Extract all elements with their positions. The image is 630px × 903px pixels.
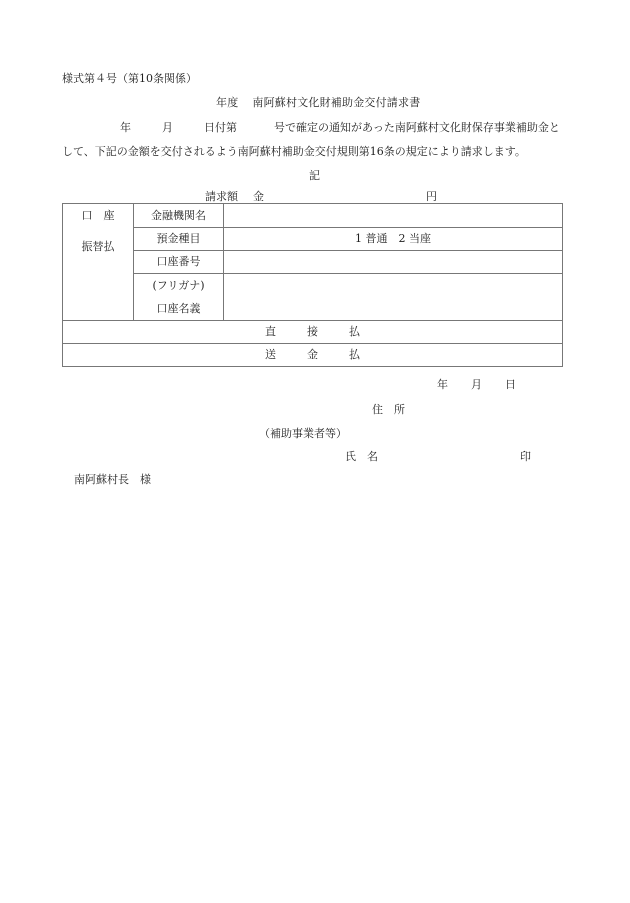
bank-name-field[interactable]: [224, 204, 563, 228]
applicant-label: （補助事業者等）: [259, 427, 347, 440]
account-number-field[interactable]: [224, 250, 563, 273]
amount-label: 請求額: [205, 190, 238, 203]
direct-payment-char: 接: [307, 325, 318, 338]
body-year: 年: [120, 121, 131, 134]
addressee: 南阿蘇村長 様: [74, 473, 151, 486]
title-year-label: 年度: [216, 96, 239, 109]
transfer-payment-text: 振替払: [81, 240, 115, 253]
ki-heading: 記: [309, 169, 320, 182]
name-label: 氏 名: [345, 450, 378, 463]
body-line-1-rest: 号で確定の通知があった南阿蘇村文化財保存事業補助金と: [274, 121, 560, 134]
document-title: [216, 97, 420, 108]
direct-payment-row[interactable]: [63, 320, 563, 343]
date-year: 年: [437, 378, 448, 391]
remittance-payment-char: 金: [307, 348, 318, 361]
remittance-payment-char: 送: [265, 348, 276, 361]
direct-payment-char: 払: [349, 325, 360, 338]
remittance-payment-row[interactable]: [63, 343, 563, 366]
amount-kin: 金: [253, 190, 264, 203]
remittance-payment-char: 払: [349, 348, 360, 361]
deposit-type-label: 預金種目: [134, 227, 224, 250]
amount-yen: 円: [426, 190, 437, 203]
submission-date: [437, 379, 539, 390]
date-month: 月: [471, 378, 482, 391]
furigana-label: (フリガナ): [152, 278, 205, 292]
body-line-2: して、下記の金額を交付されるよう南阿蘇村補助金交付規則第16条の規定により請求します。: [62, 145, 526, 158]
deposit-type-field[interactable]: 1 普通 2 当座: [224, 227, 563, 250]
account-number-label: 口座番号: [134, 250, 224, 273]
account-holder-label: [134, 273, 224, 320]
form-number: 様式第４号（第10条関係）: [62, 72, 197, 85]
transfer-payment-label: [63, 227, 134, 320]
direct-payment-char: 直: [265, 325, 276, 338]
account-group-label: 口 座: [63, 204, 134, 228]
title-text: 南阿蘇村文化財補助金交付請求書: [252, 96, 421, 109]
account-holder-name-label: 口座名義: [156, 301, 201, 315]
seal-mark: 印: [520, 450, 531, 463]
body-date-no: 日付第: [204, 121, 237, 134]
address-label: 住 所: [372, 403, 405, 416]
payment-method-table: [62, 203, 563, 367]
date-day: 日: [505, 378, 516, 391]
body-line-1: [120, 122, 560, 133]
body-month: 月: [162, 121, 173, 134]
bank-name-label: 金融機関名: [134, 204, 224, 228]
account-holder-field[interactable]: [224, 273, 563, 320]
